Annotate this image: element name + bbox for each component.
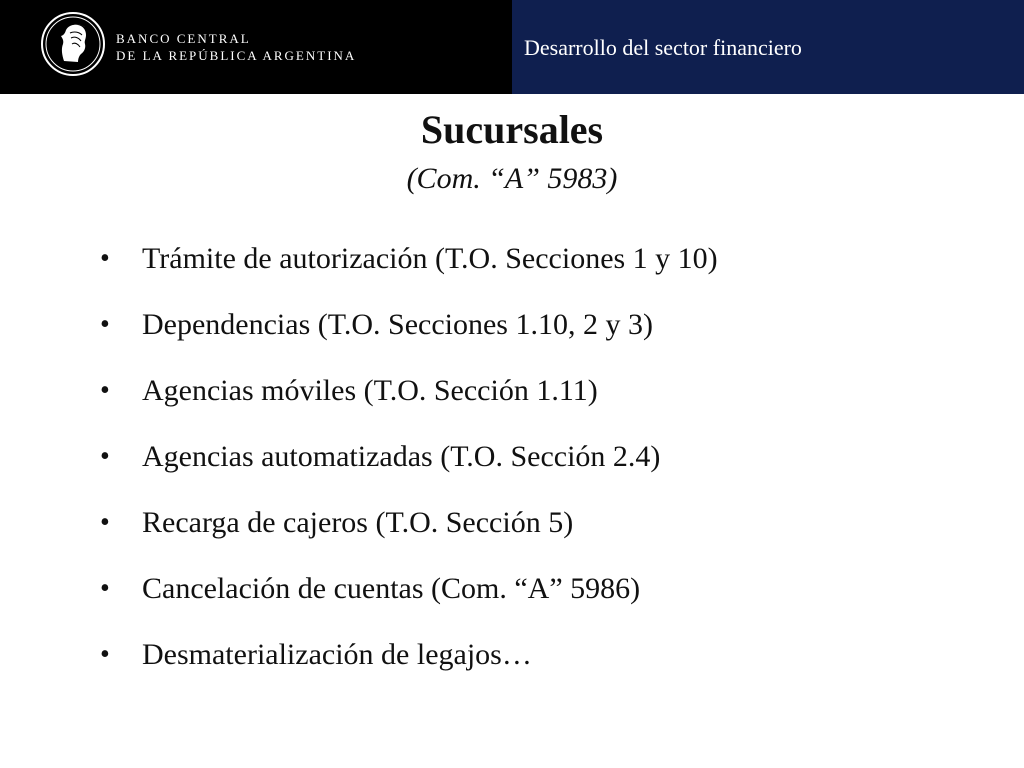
bullet-icon: •: [100, 243, 110, 274]
list-item: [100, 502, 718, 568]
brand-name: [116, 30, 356, 64]
list-item: [100, 304, 718, 370]
slide-subtitle: (Com. “A” 5983): [406, 162, 618, 195]
list-item-text: Trámite de autorización (T.O. Secciones 1 y 10): [142, 242, 718, 275]
list-item-text: Recarga de cajeros (T.O. Sección 5): [142, 506, 574, 539]
brand-panel: [0, 0, 512, 94]
list-item-text: Cancelación de cuentas (Com. “A” 5986): [142, 572, 641, 605]
list-item: [100, 568, 718, 634]
brand-line-2: DE LA REPÚBLICA ARGENTINA: [116, 48, 357, 63]
list-item: [100, 370, 718, 436]
bullet-icon: •: [100, 309, 110, 340]
section-panel: [512, 0, 1024, 94]
bullet-icon: •: [100, 375, 110, 406]
list-item: [100, 634, 718, 700]
bullet-list: [100, 238, 718, 700]
list-item: [100, 238, 718, 304]
bcra-seal-icon: [40, 11, 106, 77]
list-item-text: Agencias automatizadas (T.O. Sección 2.4): [142, 440, 661, 473]
brand-line-1: BANCO CENTRAL: [116, 31, 251, 46]
list-item: [100, 436, 718, 502]
slide-title: Sucursales: [420, 107, 604, 152]
bullet-icon: •: [100, 639, 110, 670]
list-item-text: Desmaterialización de legajos…: [142, 638, 532, 671]
section-title: Desarrollo del sector financiero: [524, 35, 802, 60]
slide-header: [0, 0, 1024, 94]
list-item-text: Agencias móviles (T.O. Sección 1.11): [142, 374, 598, 407]
bullet-icon: •: [100, 573, 110, 604]
bullet-icon: •: [100, 507, 110, 538]
bullet-icon: •: [100, 441, 110, 472]
list-item-text: Dependencias (T.O. Secciones 1.10, 2 y 3): [142, 308, 653, 341]
